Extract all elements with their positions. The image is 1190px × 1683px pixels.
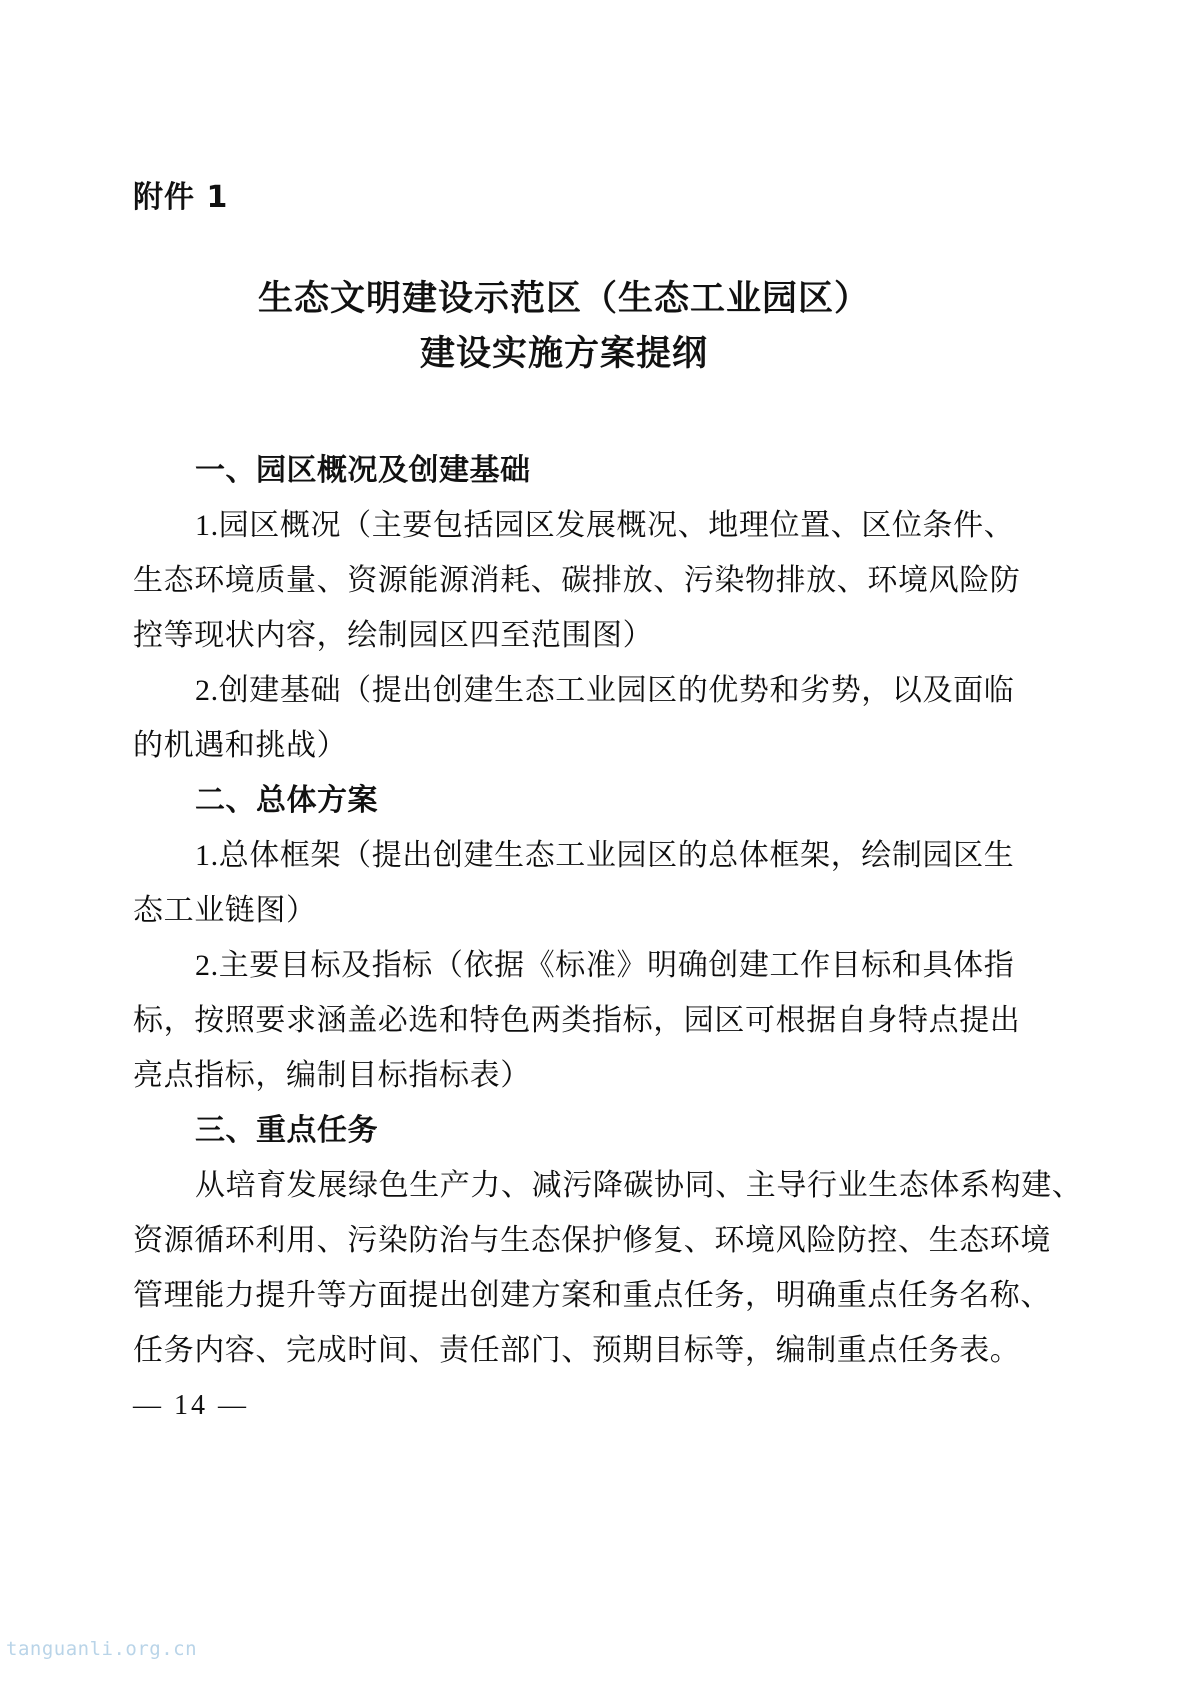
paragraph-line: 态工业链图） (133, 894, 317, 927)
page-number: — 14 — (133, 1390, 249, 1421)
paragraph-line: 任务内容、完成时间、责任部门、预期目标等，编制重点任务表。 (133, 1334, 1021, 1367)
paragraph-line: 标，按照要求涵盖必选和特色两类指标，园区可根据自身特点提出 (133, 1004, 1021, 1037)
paragraph-line: 从培育发展绿色生产力、减污降碳协同、主导行业生态体系构建、 (195, 1169, 1083, 1202)
paragraph-line: 生态环境质量、资源能源消耗、碳排放、污染物排放、环境风险防 (133, 564, 1021, 597)
document-title-line-2: 建设实施方案提纲 (419, 334, 708, 374)
attachment-label: 附件 1 (133, 180, 229, 215)
section-block-2 (133, 773, 1021, 1103)
document-title (133, 272, 995, 382)
paragraph-1-1 (133, 498, 1021, 663)
paragraph-line: 亮点指标，编制目标指标表） (133, 1059, 531, 1092)
site-watermark: tanguanli.org.cn (6, 1638, 198, 1660)
section-heading-2: 二、总体方案 (195, 783, 378, 818)
paragraph-line: 的机遇和挑战） (133, 729, 348, 762)
section-block-3 (133, 1103, 1083, 1378)
paragraph-line: 1.总体框架（提出创建生态工业园区的总体框架，绘制园区生 (195, 839, 1015, 872)
paragraph-line: 2.主要目标及指标（依据《标准》明确创建工作目标和具体指 (195, 949, 1015, 982)
section-block-1 (133, 443, 1021, 773)
paragraph-line: 1.园区概况（主要包括园区发展概况、地理位置、区位条件、 (195, 509, 1015, 542)
paragraph-2-2 (133, 938, 1021, 1103)
paragraph-1-2 (133, 663, 1015, 773)
paragraph-2-1 (133, 828, 1015, 938)
paragraph-line: 控等现状内容，绘制园区四至范围图） (133, 619, 654, 652)
document-body (133, 443, 1083, 1378)
document-title-line-1: 生态文明建设示范区（生态工业园区） (257, 279, 870, 319)
section-heading-1: 一、园区概况及创建基础 (195, 453, 531, 488)
paragraph-line: 2.创建基础（提出创建生态工业园区的优势和劣势，以及面临 (195, 674, 1015, 707)
section-heading-3: 三、重点任务 (195, 1113, 378, 1148)
paragraph-line: 资源循环利用、污染防治与生态保护修复、环境风险防控、生态环境 (133, 1224, 1051, 1257)
paragraph-3-1 (133, 1158, 1083, 1378)
paragraph-line: 管理能力提升等方面提出创建方案和重点任务，明确重点任务名称、 (133, 1279, 1051, 1312)
